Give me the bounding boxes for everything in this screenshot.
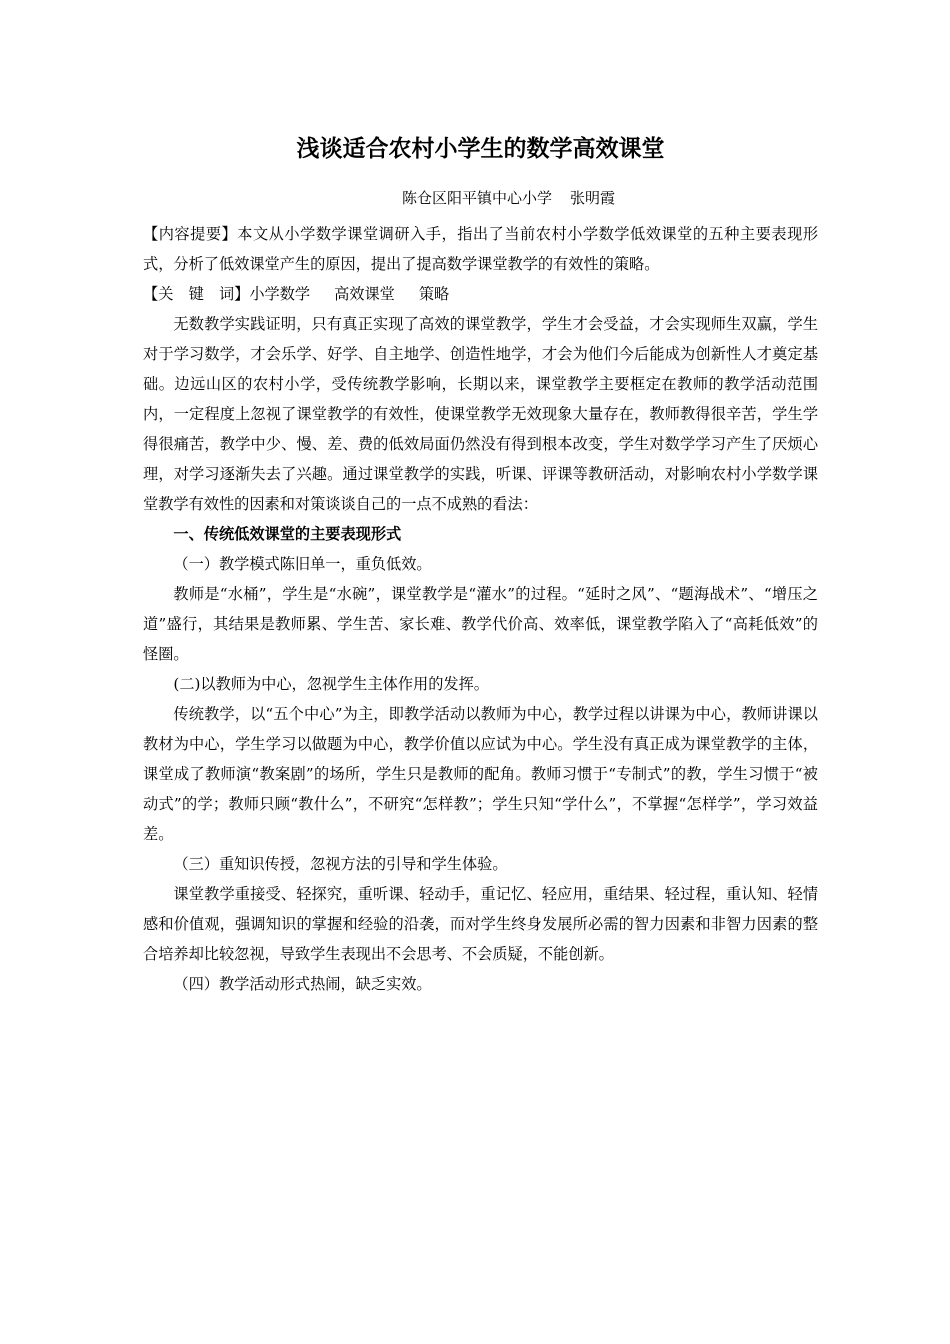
- subsection-heading: （三）重知识传授，忽视方法的引导和学生体验。: [173, 855, 508, 873]
- document-title: 浅谈适合农村小学生的数学高效课堂: [296, 135, 665, 162]
- keywords-paragraph: [143, 279, 818, 309]
- subsection-paragraph: 课堂教学重接受、轻探究，重听课、轻动手，重记忆、轻应用，重结果、轻过程，重认知、轻情感和价值观，强调知识的掌握和经验的沿袭，而对学生终身发展所必需的智力因素和非智力因素的整合培养却比较忽视，导致学生表现出不会思考、不会质疑，不能创新。: [143, 885, 818, 963]
- author-school: 陈仓区阳平镇中心小学: [401, 189, 552, 207]
- subsection-paragraph: 教师是“水桶”，学生是“水碗”，课堂教学是“灌水”的过程。“延时之风”、“题海战术”、“增压之道”盛行，其结果是教师累、学生苦、家长难、教学代价高、效率低，课堂教学陷入了“高耗低效”的怪圈。: [143, 585, 818, 663]
- abstract-label: 【内容提要】: [143, 225, 238, 243]
- abstract-text: 本文从小学数学课堂调研入手，指出了当前农村小学数学低效课堂的五种主要表现形式，分析了低效课堂产生的原因，提出了提高数学课堂教学的有效性的策略。: [143, 225, 819, 273]
- subsection-heading: （一）教学模式陈旧单一，重负低效。: [173, 555, 432, 573]
- keywords-label: 【关 键 词】: [143, 285, 250, 303]
- subsection-paragraph: 传统教学，以“五个中心”为主，即教学活动以教师为中心，教学过程以讲课为中心，教师讲课以教材为中心，学生学习以做题为中心，教学价值以应试为中心。学生没有真正成为课堂教学的主体，课堂成了教师演“教案剧”的场所，学生只是教师的配角。教师习惯于“专制式”的教，学生习惯于“被动式”的学；教师只顾“教什么”，不研究“怎样教”；学生只知“学什么”，不掌握“怎样学”，学习效益差。: [143, 705, 818, 843]
- subsection-heading: （四）教学活动形式热闹，缺乏实效。: [173, 975, 432, 993]
- abstract-paragraph: [143, 219, 818, 279]
- author-line: [143, 185, 818, 211]
- document-body: [143, 219, 818, 999]
- keyword-item: 高效课堂: [334, 285, 395, 303]
- section-heading: 一、传统低效课堂的主要表现形式: [173, 525, 402, 543]
- keyword-item: 策略: [418, 285, 450, 303]
- author-name: 张明霞: [570, 189, 616, 207]
- subsection-heading: (二)以教师为中心，忽视学生主体作用的发挥。: [173, 675, 489, 693]
- keyword-item: 小学数学: [249, 285, 311, 303]
- intro-paragraph: 无数教学实践证明，只有真正实现了高效的课堂教学，学生才会受益，才会实现师生双赢，学生对于学习数学，才会乐学、好学、自主地学、创造性地学，才会为他们今后能成为创新性人才奠定基础。边远山区的农村小学，受传统教学影响，长期以来，课堂教学主要框定在教师的教学活动范围内，一定程度上忽视了课堂教学的有效性，使课堂教学无效现象大量存在，教师教得很辛苦，学生学得很痛苦，教学中少、慢、差、费的低效局面仍然没有得到根本改变，学生对数学学习产生了厌烦心理，对学习逐渐失去了兴趣。通过课堂教学的实践，听课、评课等教研活动，对影响农村小学数学课堂教学有效性的因素和对策谈谈自己的一点不成熟的看法：: [143, 315, 818, 513]
